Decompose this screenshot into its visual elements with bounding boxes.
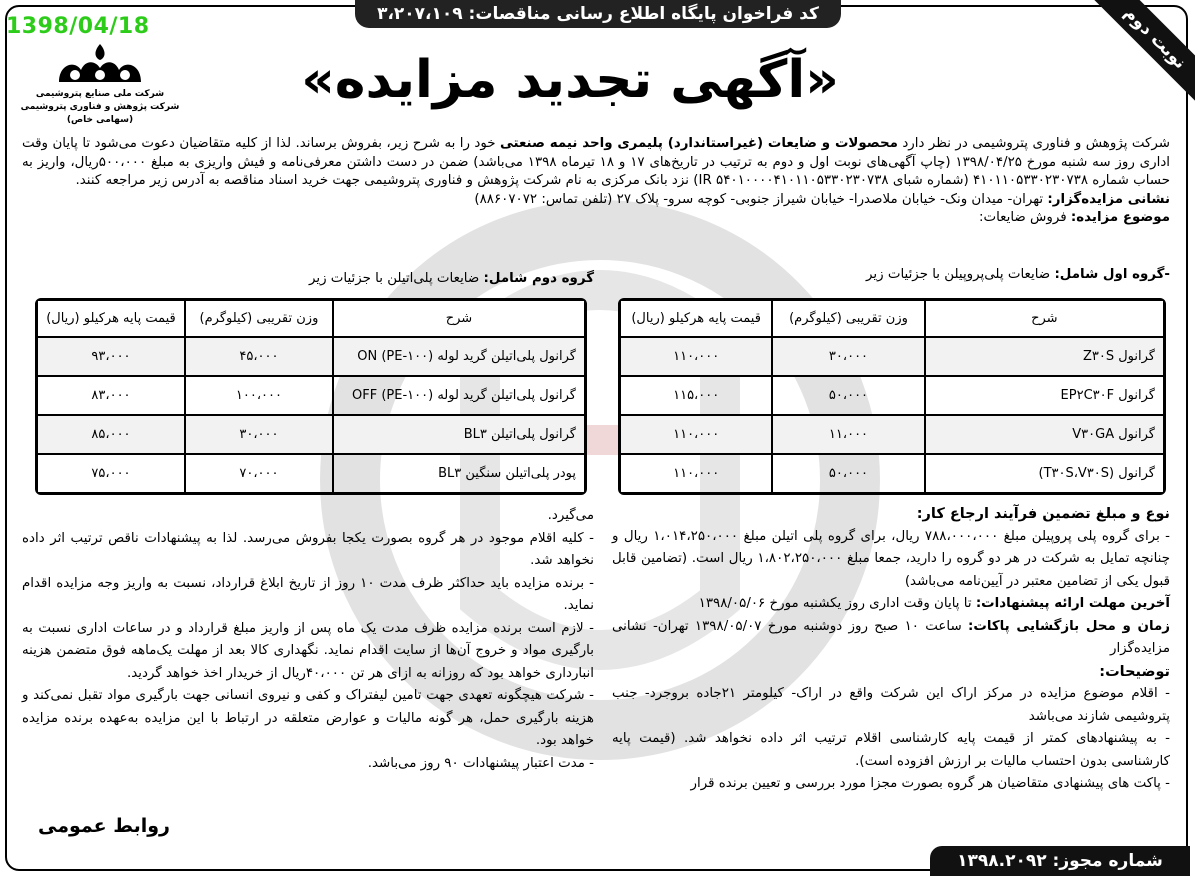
tender-code-bar: کد فراخوان پایگاه اطلاع رسانی مناقصات: ۳،۲۰۷،۱۰۹ — [355, 0, 841, 28]
table-row: گرانول V۳۰GA ۱۱،۰۰۰ ۱۱۰،۰۰۰ — [620, 415, 1164, 454]
table-header-row — [620, 300, 1164, 337]
details-column — [612, 503, 1170, 796]
logo-line-3: (سهامی خاص) — [66, 115, 134, 125]
permit-number-bar: شماره مجوز: ۱۳۹۸.۲۰۹۲ — [930, 846, 1190, 876]
note-item: - لازم است برنده مزایده ظرف مدت یک ماه پس از واریز مبلغ قرارداد و در ساعات اداری نسبت به بارگیری مواد و خروج آن‌ها از سایت اقدام نماید. نگهداری کالا بعد از مهلت یک‌ماهه فوق متضمن هزینه انبارداری خواهد بود که روزانه به ازای هر تن ۴۰،۰۰۰ریال از خریدار اخذ خواهد گردید. — [22, 620, 594, 681]
note-item: - پاکت های پیشنهادی متقاضیان هر گروه بصورت مجزا مورد بررسی و تعیین برنده قرار — [690, 776, 1170, 791]
deadline-line: آخرین مهلت ارائه پیشنهادات: تا پایان وقت اداری روز یکشنبه مورخ ۱۳۹۸/۰۵/۰۶ — [698, 596, 1170, 611]
page-title: «آگهی تجدید مزایده» — [301, 50, 839, 110]
intro-section — [22, 135, 1170, 228]
notes-column — [22, 505, 594, 775]
table-row: گرانول پلی‌اتیلن گرید لوله OFF (PE-۱۰۰) ۱۰۰،۰۰۰ ۸۳،۰۰۰ — [37, 376, 585, 415]
column-header: شرح — [333, 300, 585, 337]
second-round-ribbon: نوبت دوم — [1091, 0, 1195, 102]
date-stamp: 1398/04/18 — [6, 14, 150, 39]
address-line: نشانی مزایده‌گزار: تهران- میدان ونک- خیابان ملاصدرا- خیابان شیراز جنوبی- کوچه سرو- پلاک ۲۷ (تلفن تماس: ۸۸۶۰۷۰۷۲) — [474, 191, 1170, 207]
note-item: - برنده مزایده باید حداکثر ظرف مدت ۱۰ روز از تاریخ ابلاغ قرارداد، نسبت به واریز وجه مزایده اقدام نماید. — [22, 575, 594, 613]
column-header: شرح — [925, 300, 1164, 337]
opening-line: زمان و محل بازگشایی پاکات: ساعت ۱۰ صبح روز دوشنبه مورخ ۱۳۹۸/۰۵/۰۷ تهران- نشانی مزایده‌گزار — [612, 618, 1170, 656]
public-relations-signature: روابط عمومی — [38, 815, 170, 837]
guarantee-heading: نوع و مبلغ تضمین فرآیند ارجاع کار: — [916, 506, 1170, 522]
table-row: گرانول EP۲C۳۰F ۵۰،۰۰۰ ۱۱۵،۰۰۰ — [620, 376, 1164, 415]
table-row: پودر پلی‌اتیلن سنگین BL۳ ۷۰،۰۰۰ ۷۵،۰۰۰ — [37, 454, 585, 493]
note-item: - به پیشنهادهای کمتر از قیمت پایه کارشناسی اقلام ترتیب اثر داده نخواهد شد. (قیمت پایه کارشناسی بدون احتساب مالیات بر ارزش افزوده است). — [612, 731, 1170, 769]
table-row: گرانول پلی‌اتیلن گرید لوله ON (PE-۱۰۰) ۴۵،۰۰۰ ۹۳،۰۰۰ — [37, 337, 585, 376]
table-header-row — [37, 300, 585, 337]
table-row: گرانول پلی‌اتیلن BL۳ ۳۰،۰۰۰ ۸۵،۰۰۰ — [37, 415, 585, 454]
table-row: گرانول Z۳۰S ۳۰،۰۰۰ ۱۱۰،۰۰۰ — [620, 337, 1164, 376]
column-header: قیمت پایه هرکیلو (ریال) — [620, 300, 772, 337]
petrochemical-logo-icon — [55, 42, 145, 88]
column-header: قیمت پایه هرکیلو (ریال) — [37, 300, 185, 337]
intro-paragraph: شرکت پژوهش و فناوری پتروشیمی در نظر دارد محصولات و ضایعات (غیراستاندارد) پلیمری واحد نیمه صنعتی خود را به شرح زیر، بفروش برساند. لذا از کلیه متقاضیان دعوت می‌شود تا پایان وقت اداری روز سه شنبه مورخ ۱۳۹۸/۰۴/۲۵ (چاپ آگهی‌های نوبت اول و دوم به ترتیب در تاریخ‌های ۱۷ و ۱۸ تیرماه ۱۳۹۸ می‌باشد) ضمن در دست داشتن معرفی‌نامه و فیش واریزی به مبلغ ۵۰۰،۰۰۰ریال، واریز به حساب شماره ۴۱۰۱۱۰۵۳۳۰۲۳۰۷۳۸ (شماره شبای IR ۵۴۰۱۰۰۰۰۴۱۰۱۱۰۵۳۳۰۲۳۰۷۳۸) نزد بانک مرکزی به نام شرکت پژوهش و فناوری پتروشیمی جهت خرید اسناد مناقصه به آدرس زیر مراجعه کنند. — [22, 136, 1171, 188]
guarantee-text: - برای گروه پلی پروپیلن مبلغ ۷۸۸،۰۰۰،۰۰۰ ریال، برای گروه پلی اتیلن مبلغ ۱،۰۱۴،۲۵۰،۰۰۰ ریال و چنانچه تمایل به شرکت در هر دو گروه را دارید، جمعا مبلغ ۱،۸۰۲،۲۵۰،۰۰۰ ریال است. (تضامین قابل قبول یکی از تضامین معتبر در آیین‌نامه می‌باشد) — [612, 528, 1171, 589]
group1-table — [618, 298, 1166, 495]
group2-heading: گروه دوم شامل: ضایعات پلی‌اتیلن با جزئیات زیر — [308, 271, 594, 286]
subject-line: موضوع مزایده: فروش ضایعات: — [978, 210, 1170, 225]
column-header: وزن تقریبی (کیلوگرم) — [772, 300, 924, 337]
notes-heading: توضیحات: — [1099, 663, 1170, 680]
column-header: وزن تقریبی (کیلوگرم) — [185, 300, 333, 337]
note-item: - شرکت هیچگونه تعهدی جهت تامین لیفتراک و کفی و نیروی انسانی جهت بارگیری مواد تقبل نمی‌کند و هزینه بارگیری حمل، هر گونه مالیات و عوارض متعلقه در ارتباط با این مزایده به‌عهده برنده مزایده خواهد بود. — [22, 688, 594, 748]
logo-line-2: شرکت پژوهش و فناوری پتروشیمی — [20, 102, 180, 112]
note-item: - مدت اعتبار پیشنهادات ۹۰ روز می‌باشد. — [367, 755, 594, 771]
note-item: - کلیه اقلام موجود در هر گروه بصورت یکجا بفروش می‌رسد. لذا به پیشنهادات ناقص ترتیب اثر داده نخواهد شد. — [22, 530, 594, 568]
group2-table — [35, 298, 587, 495]
group1-heading: -گروه اول شامل: ضایعات پلی‌پروپیلن با جزئیات زیر — [866, 267, 1170, 282]
table-row: گرانول (T۳۰S،V۳۰S) ۵۰،۰۰۰ ۱۱۰،۰۰۰ — [620, 454, 1164, 493]
note-item: می‌گیرد. — [547, 508, 594, 523]
company-logo — [20, 42, 180, 127]
note-item: - اقلام موضوع مزایده در مرکز اراک این شرکت واقع در اراک- کیلومتر ۲۱جاده بروجرد- جنب پتروشیمی شازند می‌باشد — [612, 686, 1171, 724]
logo-line-1: شرکت ملی صنایع پتروشیمی — [35, 89, 165, 99]
